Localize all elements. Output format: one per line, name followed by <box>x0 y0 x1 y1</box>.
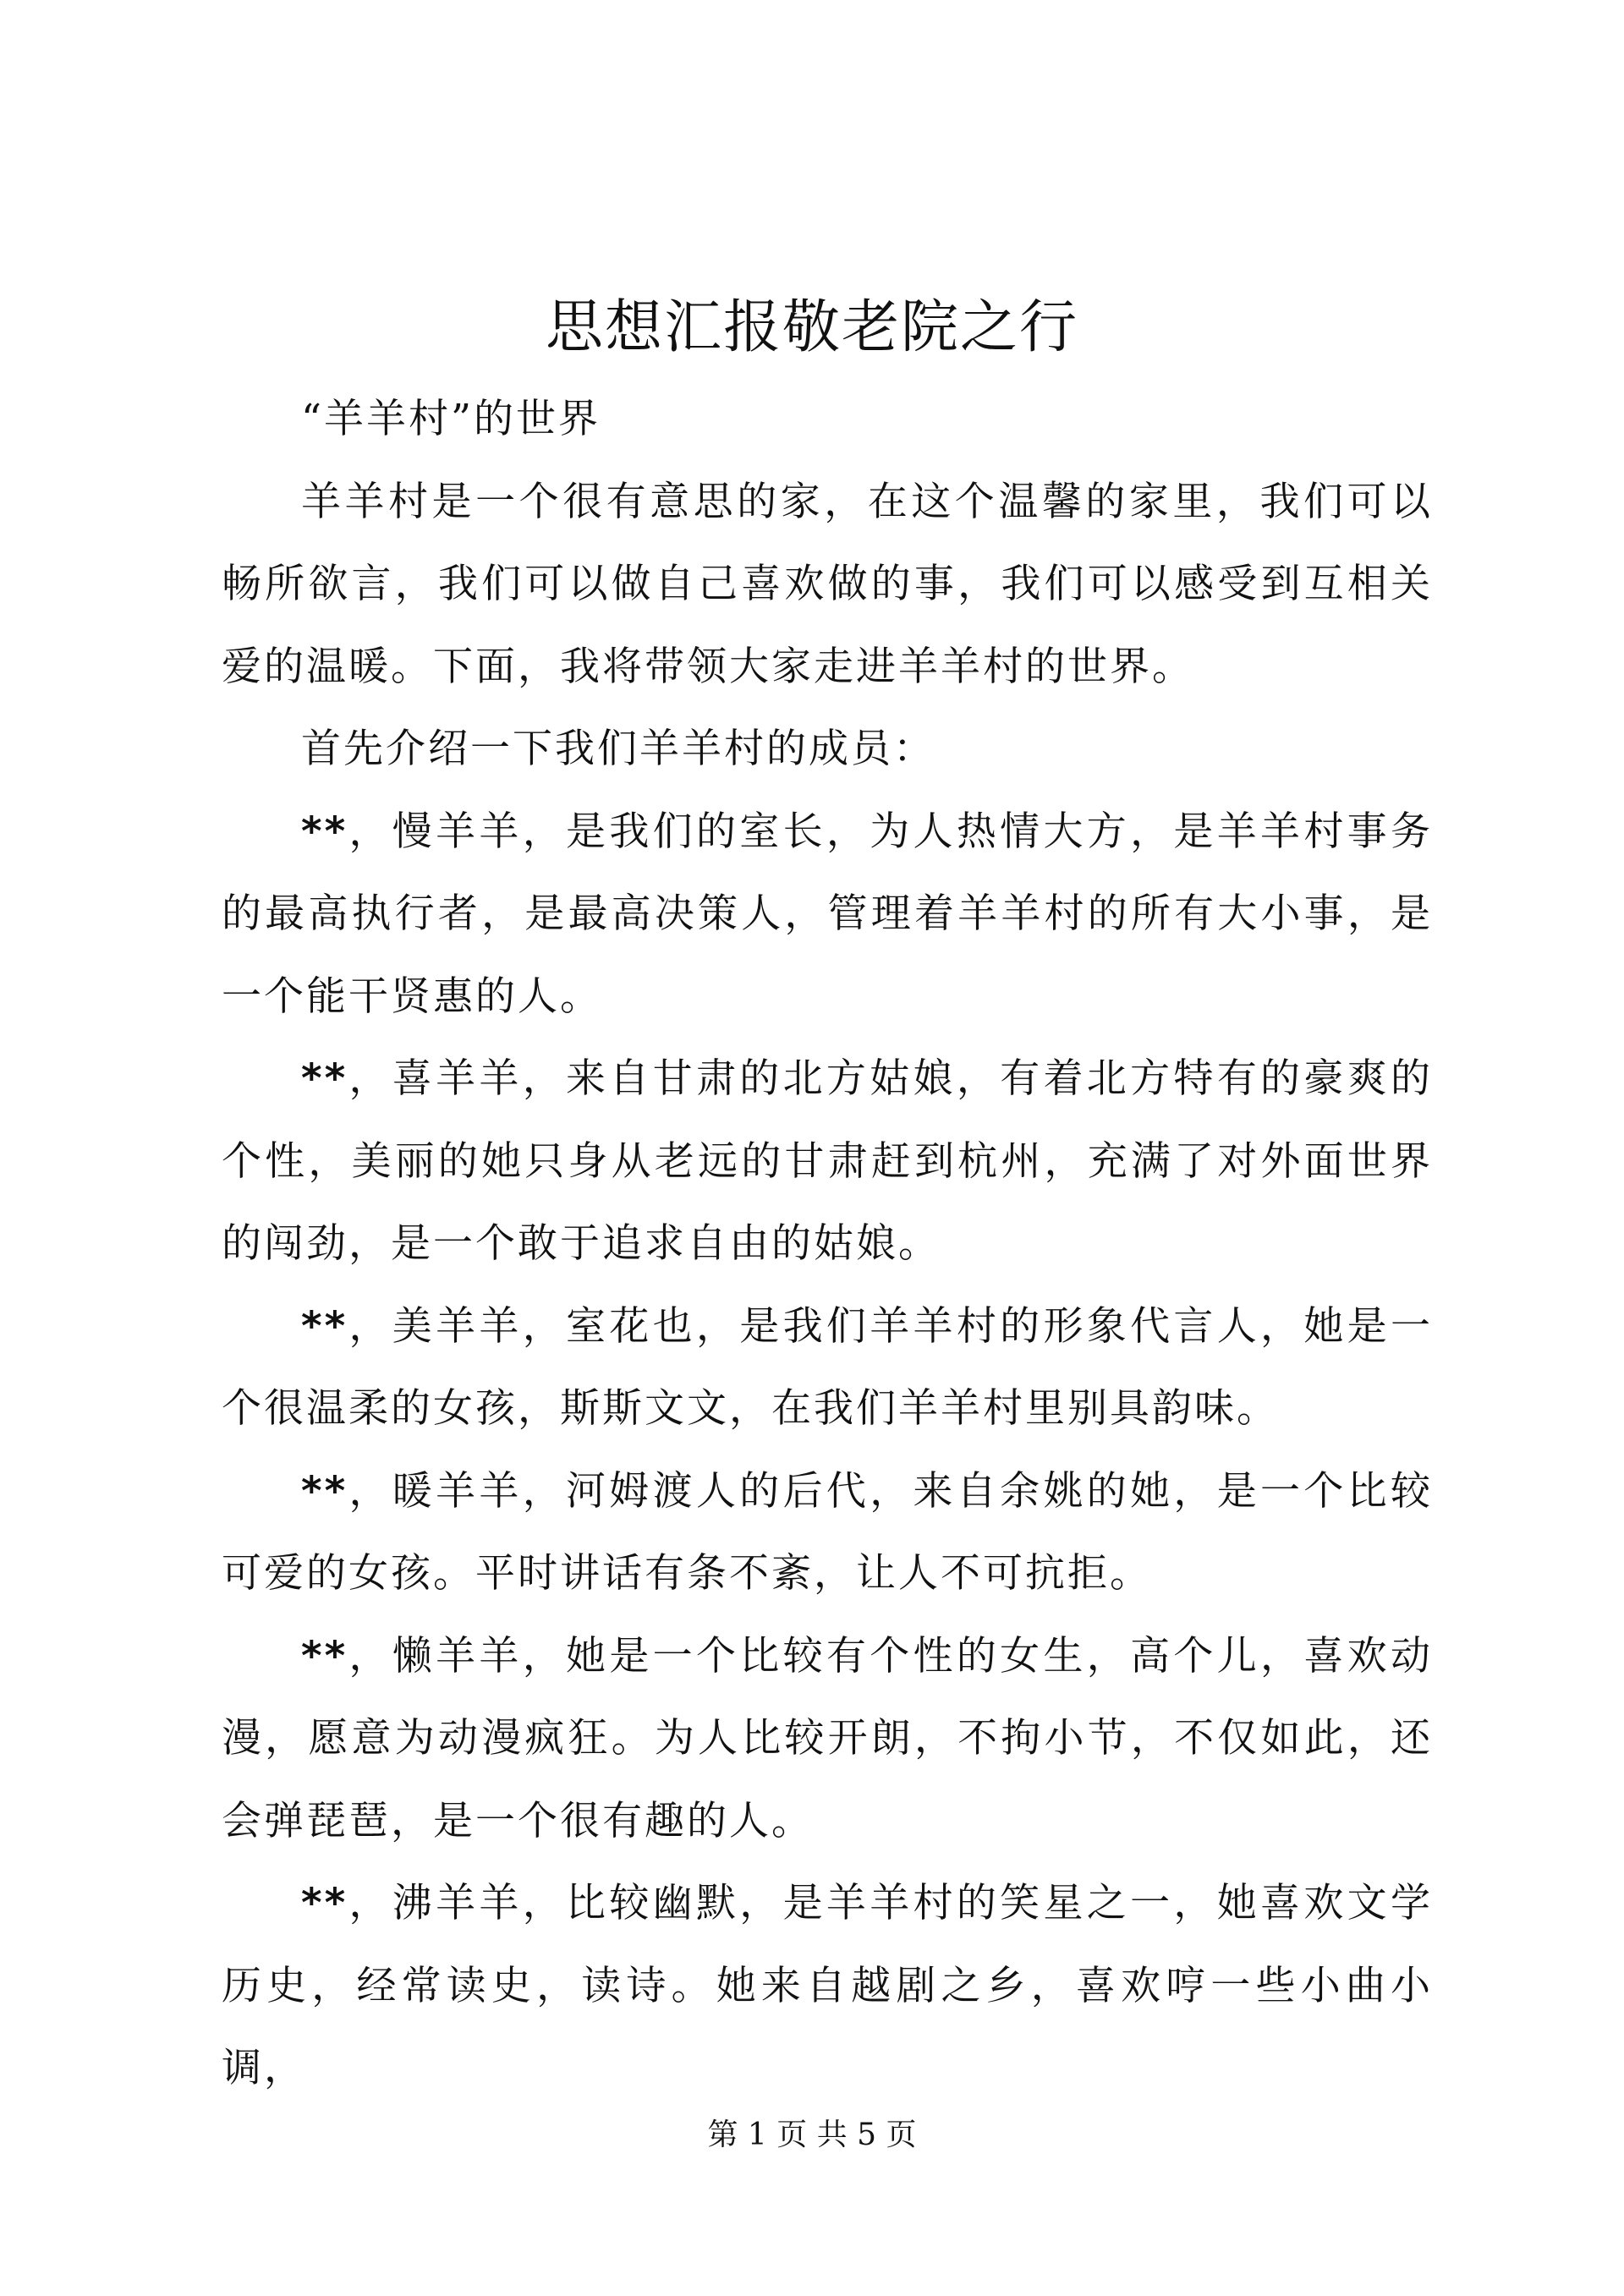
paragraph <box>222 461 1433 709</box>
paragraph-text: ，暖羊羊，河姆渡人的后代，来自余姚的她，是一个比较可爱的女孩。平时讲话有条不紊，让人不可抗拒。 <box>222 1467 1433 1597</box>
paragraph-text: ，喜羊羊，来自甘肃的北方姑娘，有着北方特有的豪爽的个性，美丽的她只身从老远的甘肃赶到杭州，充满了对外面世界的闯劲，是一个敢于追求自由的姑娘。 <box>222 1055 1433 1267</box>
redacted-name-marker: ** <box>301 1467 348 1515</box>
paragraph <box>222 708 1433 791</box>
redacted-name-marker: ** <box>301 1055 348 1102</box>
redacted-name-marker: ** <box>301 1632 348 1680</box>
paragraph-text: 首先介绍一下我们羊羊村的成员： <box>301 726 935 772</box>
member-paragraph <box>222 1450 1433 1615</box>
page-title: 思想汇报敬老院之行 <box>545 294 1078 361</box>
member-paragraph <box>222 791 1433 1038</box>
section-heading <box>222 378 1433 461</box>
paragraph-text: ，美羊羊，室花也，是我们羊羊村的形象代言人，她是一个很温柔的女孩，斯斯文文，在我们羊羊村里别具韵味。 <box>222 1302 1433 1432</box>
redacted-name-marker: ** <box>301 1302 348 1350</box>
member-paragraph <box>222 1862 1433 2110</box>
paragraph-text: ，懒羊羊，她是一个比较有个性的女生，高个儿，喜欢动漫，愿意为动漫疯狂。为人比较开朗，不拘小节，不仅如此，还会弹琵琶，是一个很有趣的人。 <box>222 1632 1433 1844</box>
paragraph-text: “羊羊村”的世界 <box>301 396 601 442</box>
redacted-name-marker: ** <box>301 808 348 855</box>
member-paragraph <box>222 1615 1433 1863</box>
document-body <box>222 378 1433 2110</box>
member-paragraph <box>222 1285 1433 1450</box>
page-footer: 第 1 页 共 5 页 <box>707 2118 917 2152</box>
paragraph-text: ，沸羊羊，比较幽默，是羊羊村的笑星之一，她喜欢文学历史，经常读史，读诗。她来自越剧之乡，喜欢哼一些小曲小调， <box>222 1880 1433 2091</box>
paragraph-text: 羊羊村是一个很有意思的家，在这个温馨的家里，我们可以畅所欲言，我们可以做自己喜欢做的事，我们可以感受到互相关爱的温暖。下面，我将带领大家走进羊羊村的世界。 <box>222 478 1433 690</box>
paragraph-text: ，慢羊羊，是我们的室长，为人热情大方，是羊羊村事务的最高执行者，是最高决策人，管理着羊羊村的所有大小事，是一个能干贤惠的人。 <box>222 808 1433 1020</box>
member-paragraph <box>222 1038 1433 1285</box>
redacted-name-marker: ** <box>301 1880 348 1926</box>
